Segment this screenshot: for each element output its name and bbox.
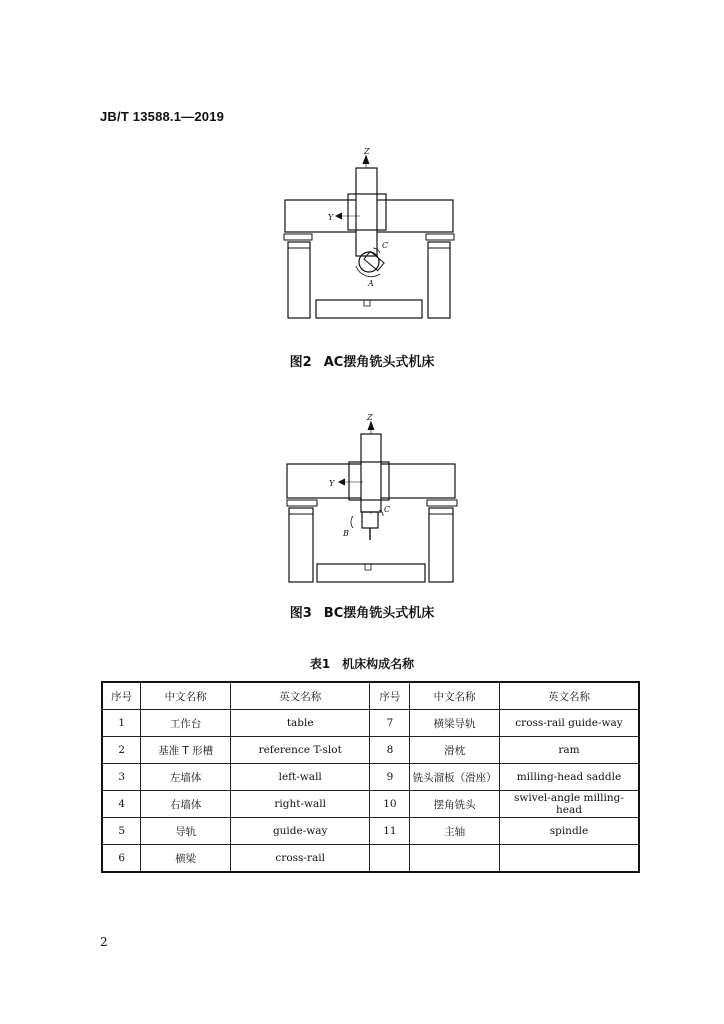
cell-zh: 右墙体 [141, 791, 231, 818]
cell-zh: 滑枕 [410, 737, 500, 764]
cell-en: table [230, 710, 370, 737]
cell-en: left-wall [230, 764, 370, 791]
header-en-left: 英文名称 [230, 682, 370, 710]
cell-zh: 左墙体 [141, 764, 231, 791]
cell-no: 5 [102, 818, 141, 845]
standard-code: JB/T 13588.1—2019 [100, 109, 225, 124]
cell-no: 2 [102, 737, 141, 764]
header-no-right: 序号 [370, 682, 410, 710]
table-row [102, 818, 639, 845]
header-en-right: 英文名称 [499, 682, 639, 710]
figure-3-title: BC摆角铣头式机床 [323, 606, 435, 621]
cell-no: 6 [102, 845, 141, 873]
cell-no: 11 [370, 818, 410, 845]
cell-zh: 基准 T 形槽 [141, 737, 231, 764]
table-row [102, 764, 639, 791]
cell-en: cross-rail guide-way [499, 710, 639, 737]
cell-en: right-wall [230, 791, 370, 818]
cell-zh: 横梁导轨 [410, 710, 500, 737]
a-axis-label: A [368, 279, 374, 288]
cell-en: swivel-angle milling-head [499, 791, 639, 818]
table-name: 机床构成名称 [342, 657, 415, 671]
table-row [102, 710, 639, 737]
cell-en: cross-rail [230, 845, 370, 873]
cell-zh: 横梁 [141, 845, 231, 873]
page-number: 2 [100, 935, 108, 949]
table-title [0, 655, 724, 672]
cell-zh: 工作台 [141, 710, 231, 737]
c-axis-label: C [384, 505, 391, 514]
figure-2-number: 图2 [289, 355, 312, 370]
cell-en: reference T-slot [230, 737, 370, 764]
cell-zh: 主轴 [410, 818, 500, 845]
cell-en: spindle [499, 818, 639, 845]
cell-en: ram [499, 737, 639, 764]
y-axis-label: Y [329, 479, 335, 488]
cell-en: milling-head saddle [499, 764, 639, 791]
header-zh-right: 中文名称 [410, 682, 500, 710]
table-row [102, 791, 639, 818]
table-row [102, 845, 639, 873]
table-header-row [102, 682, 639, 710]
figure-3-number: 图3 [289, 606, 312, 621]
header-no-left: 序号 [102, 682, 141, 710]
cell-zh [410, 845, 500, 873]
cell-no: 7 [370, 710, 410, 737]
figure-2-diagram [270, 140, 460, 322]
cell-no: 9 [370, 764, 410, 791]
cell-no: 3 [102, 764, 141, 791]
cell-no: 10 [370, 791, 410, 818]
cell-zh: 导轨 [141, 818, 231, 845]
z-axis-label: Z [364, 147, 370, 156]
cell-no: 1 [102, 710, 141, 737]
table-row [102, 737, 639, 764]
cell-no: 4 [102, 791, 141, 818]
cell-en [499, 845, 639, 873]
cell-no [370, 845, 410, 873]
figure-3-diagram [275, 406, 465, 588]
b-axis-label: B [343, 529, 349, 538]
header-zh-left: 中文名称 [141, 682, 231, 710]
cell-zh: 摆角铣头 [410, 791, 500, 818]
parts-table [101, 681, 640, 873]
figure-2-caption [0, 351, 724, 370]
y-axis-label: Y [328, 213, 334, 222]
table-number: 表1 [309, 657, 331, 671]
cell-no: 8 [370, 737, 410, 764]
z-axis-label: Z [367, 413, 373, 422]
figure-2-title: AC摆角铣头式机床 [323, 355, 435, 370]
cell-zh: 铣头溜板（滑座） [410, 764, 500, 791]
figure-3-caption [0, 602, 724, 621]
c-axis-label: C [382, 241, 389, 250]
cell-en: guide-way [230, 818, 370, 845]
